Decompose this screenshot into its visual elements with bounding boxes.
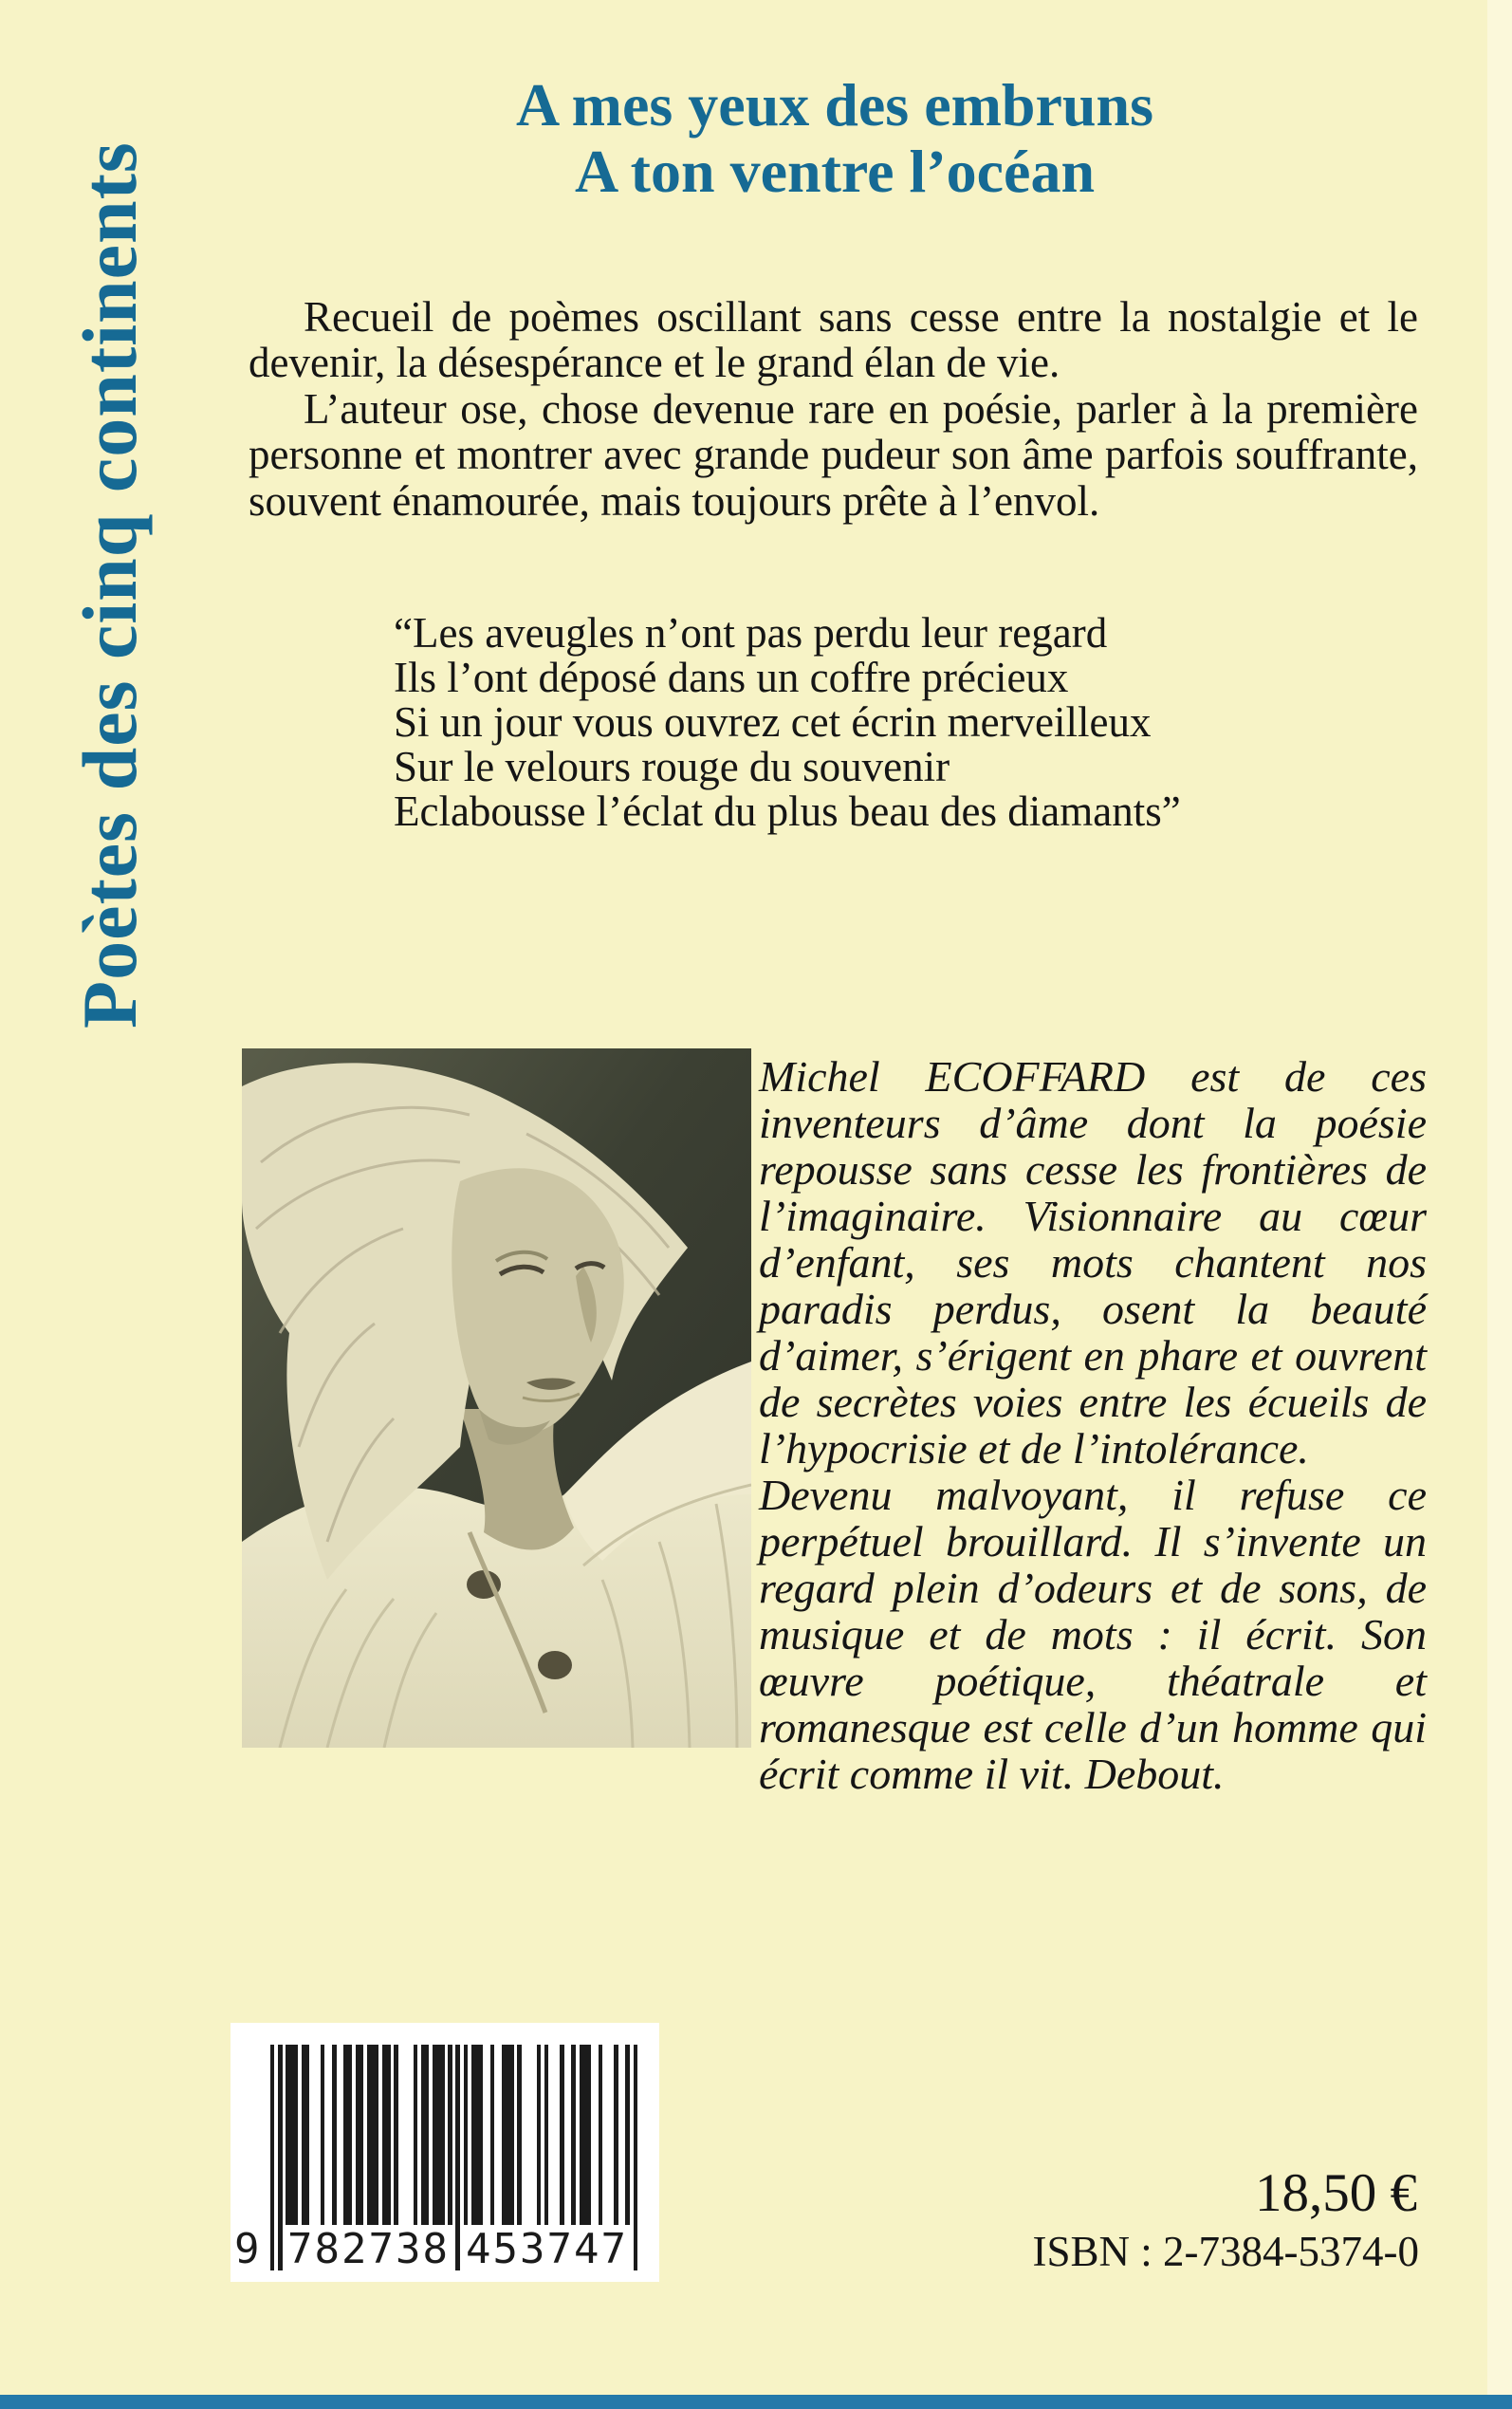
blurb	[249, 294, 1418, 524]
collection-spine-title: Poètes des cinq continents	[66, 141, 153, 1028]
barcode-lead-digit: 9	[234, 2225, 262, 2273]
poem-line-4: Sur le velours rouge du souvenir	[394, 743, 950, 790]
book-title	[266, 72, 1404, 205]
poem-line-1: “Les aveugles n’ont pas perdu leur regard	[394, 609, 1108, 657]
bio-paragraph-1: Michel ECOFFARD est de ces inventeurs d’âme dont la poésie repousse sans cesse les frontières de l’imaginaire. Visionnaire au cœur d’enfant, ses mots chantent nos paradis perdus, osent la beauté d’aimer, s’érigent en phare et ouvrent de secrètes voies entre les écueils de l’hypocrisie et de l’intolérance.	[759, 1052, 1427, 1473]
barcode-left-digits: 782738	[284, 2225, 453, 2274]
barcode-right-digits: 453747	[462, 2225, 632, 2274]
button-2	[538, 1651, 572, 1679]
author-biography	[759, 1053, 1427, 1797]
author-photo	[242, 1048, 751, 1748]
poem-line-5: Eclabousse l’éclat du plus beau des diamants”	[394, 788, 1181, 835]
blurb-paragraph-2: L’auteur ose, chose devenue rare en poésie, parler à la première personne et montrer avec grande pudeur son âme parfois souffrante, souvent énamourée, mais toujours prête à l’envol.	[249, 384, 1418, 525]
title-line-2: A ton ventre l’océan	[574, 138, 1096, 205]
title-line-1: A mes yeux des embruns	[515, 71, 1154, 139]
cover-bottom-edge	[0, 2395, 1512, 2409]
poem-quote	[394, 611, 1456, 834]
poem-line-3: Si un jour vous ouvrez cet écrin merveilleux	[394, 698, 1152, 746]
price: 18,50 €	[1255, 2163, 1417, 2223]
blurb-paragraph-1: Recueil de poèmes oscillant sans cesse entre la nostalgie et le devenir, la désespérance et le grand élan de vie.	[249, 293, 1418, 387]
barcode	[230, 2023, 659, 2282]
cover-right-edge	[1487, 0, 1512, 2409]
poem-line-2: Ils l’ont déposé dans un coffre précieux	[394, 654, 1069, 701]
isbn: ISBN : 2-7384-5374-0	[1032, 2228, 1419, 2275]
bio-paragraph-2: Devenu malvoyant, il refuse ce perpétuel brouillard. Il s’invente un regard plein d’odeurs et de sons, de musique et de mots : il écrit. Son œuvre poétique, théatrale et romanesque est celle d’un homme qui écrit comme il vit. Debout.	[759, 1471, 1427, 1798]
author-portrait-illustration	[242, 1048, 751, 1748]
barcode-digits	[230, 2225, 659, 2274]
